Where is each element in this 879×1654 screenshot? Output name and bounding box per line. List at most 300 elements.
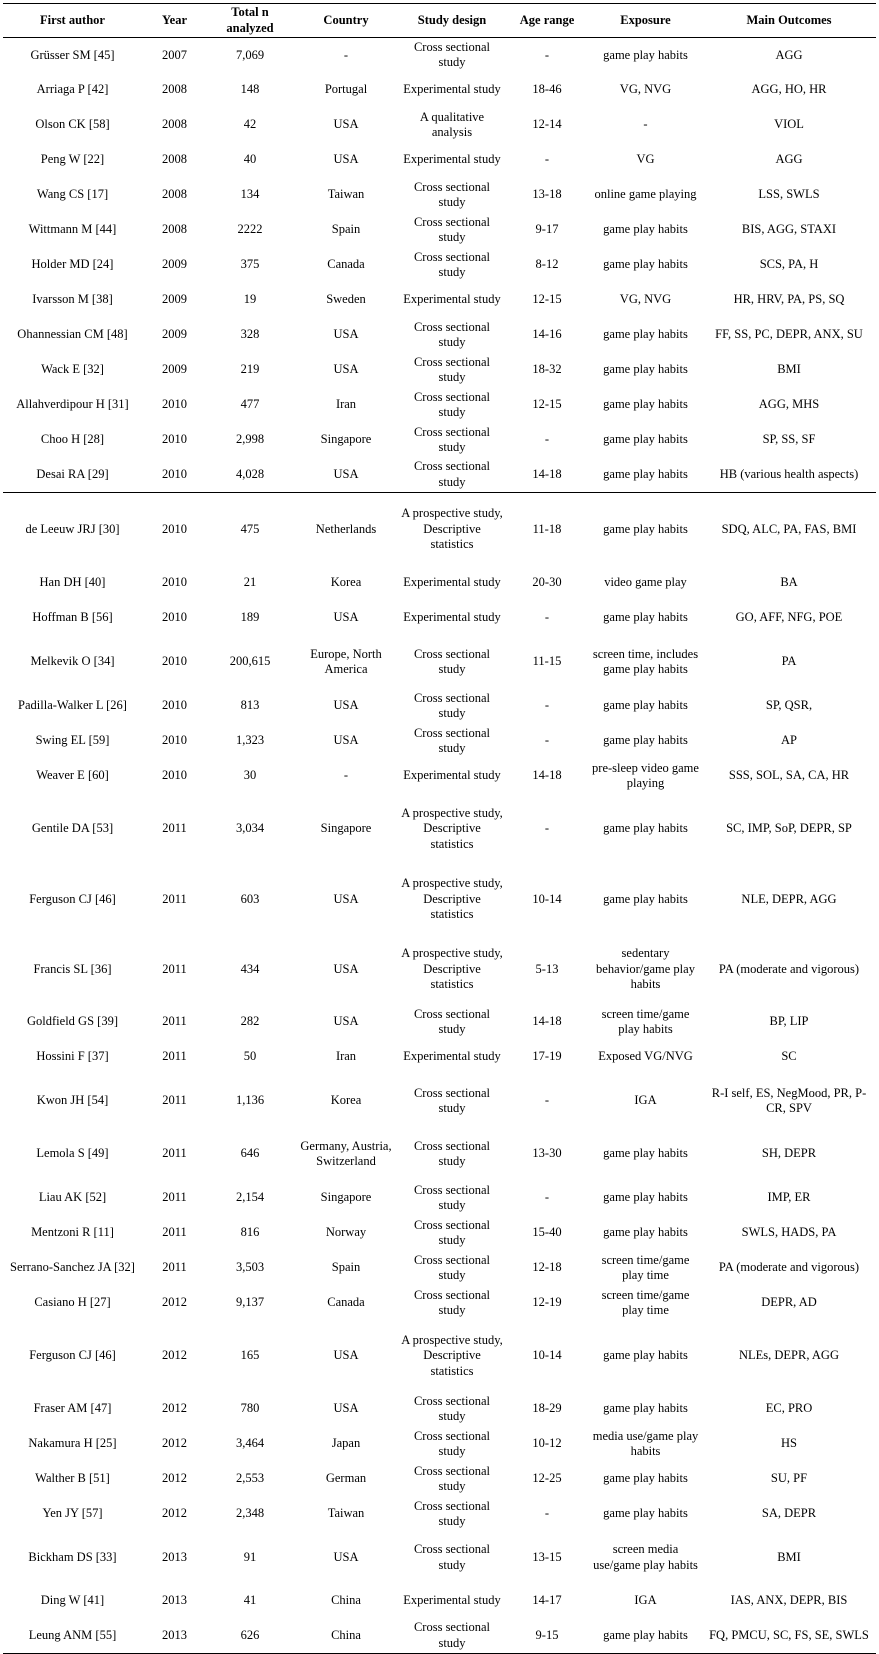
cell-first-author: Gentile DA [53] — [31, 821, 114, 836]
cell-country: USA — [333, 152, 359, 167]
table-row — [3, 1181, 876, 1216]
cell-exposure: VG — [636, 152, 655, 167]
cell-first-author: Allahverdipour H [31] — [16, 397, 129, 412]
cell-total-n: 375 — [240, 257, 260, 272]
cell-study-design: Cross sectional study — [413, 179, 491, 209]
cell-first-author: Kwon JH [54] — [36, 1093, 109, 1108]
cell-year: 2012 — [162, 1295, 187, 1310]
cell-exposure: sedentary behavior/game play habits — [596, 946, 695, 992]
cell-year: 2009 — [162, 292, 187, 307]
cell-country: Singapore — [320, 821, 372, 836]
cell-year: 2011 — [162, 1146, 187, 1161]
cell-study-design: Cross sectional study — [413, 214, 491, 244]
cell-total-n: 2222 — [237, 222, 263, 237]
cell-main-outcomes: PA (moderate and vigorous) — [718, 961, 860, 976]
cell-country: Taiwan — [327, 1506, 365, 1521]
cell-exposure: game play habits — [589, 493, 702, 566]
cell-study-design: Experimental study — [403, 1593, 501, 1608]
cell-total-n: 148 — [240, 82, 260, 97]
cell-exposure: game play habits — [603, 397, 688, 412]
cell-age-range: 14-17 — [532, 1593, 562, 1608]
cell-age-range: 13-30 — [532, 1146, 562, 1161]
table-row — [3, 1005, 876, 1040]
cell-study-design: Cross sectional study — [413, 725, 491, 755]
cell-study-design: Experimental study — [403, 610, 501, 625]
cell-country: USA — [333, 1549, 359, 1564]
cell-age-range: 11-15 — [532, 654, 562, 669]
cell-first-author: Francis SL [36] — [33, 961, 112, 976]
table-row — [3, 213, 876, 248]
cell-year: 2013 — [142, 1619, 207, 1654]
cell-country: Spain — [331, 222, 361, 237]
cell-first-author: Ivarsson M [38] — [32, 292, 113, 307]
cell-age-range: - — [544, 610, 550, 625]
cell-age-range: 12-19 — [532, 1295, 562, 1310]
cell-study-design: A prospective study, Descriptive statistics — [399, 493, 505, 566]
cell-exposure: screen time/game play time — [601, 1287, 690, 1317]
cell-age-range: 8-12 — [535, 257, 559, 272]
cell-total-n: 282 — [240, 1014, 260, 1029]
cell-age-range: - — [544, 432, 550, 447]
cell-exposure: game play habits — [603, 821, 688, 836]
cell-year: 2010 — [162, 575, 187, 590]
table-row — [3, 388, 876, 423]
cell-exposure: screen time/game play time — [601, 1252, 690, 1282]
cell-year: 2009 — [162, 362, 187, 377]
cell-country: China — [331, 1593, 361, 1608]
cell-country: Taiwan — [327, 187, 365, 202]
cell-first-author: Grüsser SM [45] — [30, 47, 115, 62]
cell-exposure: media use/game play habits — [592, 1428, 699, 1458]
cell-study-design: Cross sectional study — [413, 354, 491, 384]
cell-first-author: Leung ANM [55] — [3, 1619, 142, 1654]
cell-year: 2007 — [162, 47, 187, 62]
cell-exposure: - — [643, 117, 648, 132]
header-total-n: Total n analyzed — [207, 4, 293, 38]
cell-year: 2008 — [162, 187, 187, 202]
table-row — [3, 73, 876, 108]
cell-age-range: 18-29 — [532, 1401, 562, 1416]
cell-first-author: Peng W [22] — [40, 152, 105, 167]
table-row — [3, 108, 876, 143]
cell-study-design: Cross sectional study — [413, 319, 491, 349]
cell-main-outcomes: AGG — [775, 152, 803, 167]
table-row — [3, 1040, 876, 1075]
cell-exposure: game play habits — [603, 257, 688, 272]
cell-main-outcomes: SA, DEPR — [761, 1506, 817, 1521]
cell-year: 2010 — [162, 610, 187, 625]
cell-exposure: game play habits — [603, 362, 688, 377]
cell-main-outcomes: BP, LIP — [769, 1014, 809, 1029]
cell-year: 2011 — [162, 1260, 187, 1275]
cell-country: German — [325, 1471, 367, 1486]
table-row — [3, 689, 876, 724]
cell-study-design: Cross sectional study — [413, 424, 491, 454]
cell-exposure: game play habits — [603, 1506, 688, 1521]
table-row — [3, 1251, 876, 1286]
cell-country: USA — [333, 961, 359, 976]
cell-exposure: game play habits — [603, 1401, 688, 1416]
cell-main-outcomes: NLE, DEPR, AGG — [741, 891, 837, 906]
cell-total-n: 477 — [240, 397, 260, 412]
cell-age-range: - — [544, 152, 550, 167]
cell-year: 2011 — [162, 1225, 187, 1240]
cell-exposure: game play habits — [603, 1190, 688, 1205]
cell-study-design: Experimental study — [403, 1049, 501, 1064]
cell-main-outcomes: BIS, AGG, STAXI — [741, 222, 837, 237]
header-main-outcomes: Main Outcomes — [702, 4, 876, 38]
cell-year: 2013 — [162, 1549, 187, 1564]
cell-year: 2013 — [162, 1593, 187, 1608]
cell-first-author: Bickham DS [33] — [28, 1549, 117, 1564]
cell-total-n: 41 — [243, 1593, 257, 1608]
cell-study-design: A prospective study, Descriptive statistics — [401, 805, 503, 851]
cell-first-author: Choo H [28] — [40, 432, 105, 447]
studies-table — [3, 3, 876, 1654]
cell-first-author: Padilla-Walker L [26] — [18, 698, 127, 713]
table-row — [3, 1497, 876, 1532]
cell-study-design: Cross sectional study — [413, 1393, 491, 1423]
cell-study-design: Experimental study — [403, 82, 501, 97]
cell-age-range: 15-40 — [532, 1225, 562, 1240]
cell-country: Germany, Austria, Switzerland — [300, 1138, 392, 1168]
cell-age-range: 18-46 — [532, 82, 562, 97]
cell-first-author: Holder MD [24] — [31, 257, 114, 272]
cell-year: 2011 — [162, 1014, 187, 1029]
cell-country: Singapore — [320, 432, 372, 447]
cell-year: 2010 — [162, 467, 187, 481]
cell-study-design: Cross sectional study — [413, 1085, 491, 1115]
cell-total-n: 2,154 — [235, 1190, 265, 1205]
cell-total-n: 134 — [240, 187, 260, 202]
cell-total-n: 7,069 — [235, 47, 265, 62]
cell-main-outcomes: SU, PF — [770, 1471, 808, 1486]
cell-year: 2012 — [162, 1401, 187, 1416]
cell-main-outcomes: FQ, PMCU, SC, FS, SE, SWLS — [702, 1619, 876, 1654]
cell-first-author: Fraser AM [47] — [33, 1401, 112, 1416]
cell-first-author: Ding W [41] — [40, 1593, 105, 1608]
cell-age-range: 12-14 — [532, 117, 562, 132]
cell-age-range: 13-18 — [532, 187, 562, 202]
cell-exposure: VG, NVG — [619, 82, 672, 97]
cell-country: Portugal — [324, 82, 368, 97]
cell-first-author: Ohannessian CM [48] — [17, 327, 128, 342]
cell-country: - — [343, 47, 349, 62]
cell-first-author: Lemola S [49] — [36, 1146, 109, 1161]
cell-country: Sweden — [326, 292, 366, 307]
cell-country: Spain — [331, 1260, 361, 1275]
header-study-design: Study design — [399, 4, 505, 38]
cell-total-n: 2,348 — [235, 1506, 265, 1521]
cell-age-range: 12-15 — [532, 397, 562, 412]
cell-exposure: game play habits — [603, 467, 688, 481]
cell-exposure: game play habits — [603, 222, 688, 237]
cell-first-author: Wittmann M [44] — [28, 222, 117, 237]
cell-age-range: 13-15 — [532, 1549, 562, 1564]
cell-total-n: 780 — [240, 1401, 260, 1416]
cell-total-n: 21 — [243, 575, 257, 590]
cell-age-range: 5-13 — [535, 961, 559, 976]
cell-main-outcomes: R-I self, ES, NegMood, PR, P-CR, SPV — [711, 1085, 867, 1115]
cell-study-design: Cross sectional study — [413, 1463, 491, 1493]
cell-first-author: Wack E [32] — [41, 362, 104, 377]
table-row — [3, 935, 876, 1005]
cell-year: 2012 — [162, 1436, 187, 1451]
cell-main-outcomes: GO, AFF, NFG, POE — [735, 610, 843, 625]
cell-country: Iran — [335, 1049, 357, 1064]
cell-year: 2012 — [162, 1348, 187, 1363]
cell-age-range: 17-19 — [532, 1049, 562, 1064]
cell-study-design: Cross sectional study — [413, 39, 491, 70]
cell-country: Norway — [325, 1225, 367, 1240]
cell-year: 2008 — [162, 117, 187, 132]
cell-total-n: 626 — [207, 1619, 293, 1654]
cell-age-range: 14-16 — [532, 327, 562, 342]
table-row — [3, 794, 876, 865]
cell-main-outcomes: SP, QSR, — [765, 698, 813, 713]
cell-country: USA — [333, 610, 359, 625]
cell-study-design: Cross sectional study — [413, 1498, 491, 1528]
cell-first-author: Swing EL [59] — [35, 733, 110, 748]
table-row — [3, 1286, 876, 1321]
cell-main-outcomes: BA — [780, 575, 798, 590]
cell-country: China — [293, 1619, 399, 1654]
cell-main-outcomes: SC, IMP, SoP, DEPR, SP — [726, 821, 852, 836]
cell-main-outcomes: DEPR, AD — [761, 1295, 817, 1310]
cell-first-author: Melkevik O [34] — [30, 654, 115, 669]
cell-main-outcomes: SC — [781, 1049, 797, 1064]
cell-age-range: - — [544, 698, 550, 713]
cell-first-author: Liau AK [52] — [38, 1190, 107, 1205]
cell-country: Netherlands — [293, 493, 399, 566]
table-row — [3, 1427, 876, 1462]
cell-total-n: 646 — [240, 1146, 260, 1161]
table-row — [3, 1216, 876, 1251]
cell-age-range: - — [544, 821, 550, 836]
cell-first-author: Arriaga P [42] — [36, 82, 109, 97]
cell-main-outcomes: BMI — [777, 1549, 801, 1564]
cell-age-range: - — [544, 1093, 550, 1108]
cell-country: - — [343, 768, 349, 783]
cell-main-outcomes: FF, SS, PC, DEPR, ANX, SU — [715, 327, 863, 342]
cell-first-author: Nakamura H [25] — [28, 1436, 117, 1451]
cell-total-n: 816 — [240, 1225, 260, 1240]
cell-study-design: Cross sectional study — [413, 646, 491, 676]
table-row — [3, 1321, 876, 1392]
cell-age-range: 12-15 — [532, 292, 562, 307]
cell-age-range: 12-18 — [532, 1260, 562, 1275]
cell-country: Korea — [330, 575, 362, 590]
cell-country: USA — [333, 117, 359, 132]
table-row — [3, 423, 876, 458]
cell-study-design: Cross sectional study — [413, 1428, 491, 1458]
table-row — [3, 283, 876, 318]
cell-total-n: 813 — [240, 698, 260, 713]
cell-country: USA — [333, 698, 359, 713]
cell-year: 2010 — [162, 733, 187, 748]
table-row — [3, 248, 876, 283]
cell-year: 2008 — [162, 152, 187, 167]
cell-first-author: Walther B [51] — [35, 1471, 110, 1486]
cell-year: 2012 — [162, 1506, 187, 1521]
cell-exposure: screen media use/game play habits — [593, 1542, 698, 1572]
cell-total-n: 2,998 — [235, 432, 265, 447]
cell-total-n: 3,464 — [235, 1436, 265, 1451]
cell-year: 2011 — [162, 1190, 187, 1205]
cell-main-outcomes: PA — [781, 654, 797, 669]
cell-main-outcomes: BMI — [777, 362, 801, 377]
cell-first-author: Desai RA [29] — [36, 467, 109, 481]
cell-exposure: game play habits — [603, 432, 688, 447]
cell-year: 2011 — [162, 821, 187, 836]
cell-study-design: Experimental study — [403, 152, 501, 167]
cell-total-n: 9,137 — [235, 1295, 265, 1310]
cell-total-n: 328 — [240, 327, 260, 342]
cell-total-n: 3,503 — [235, 1260, 265, 1275]
table-row — [3, 636, 876, 689]
cell-study-design: A prospective study, Descriptive statistics — [401, 946, 503, 992]
cell-total-n: 603 — [240, 891, 260, 906]
cell-age-range: 10-14 — [532, 1348, 562, 1363]
cell-age-range: 14-18 — [532, 768, 562, 783]
cell-total-n: 50 — [243, 1049, 257, 1064]
table-row — [3, 1462, 876, 1497]
cell-total-n: 189 — [240, 610, 260, 625]
cell-total-n: 2,553 — [235, 1471, 265, 1486]
cell-total-n: 3,034 — [235, 821, 265, 836]
cell-year: 2010 — [162, 768, 187, 783]
header-first-author: First author — [3, 4, 142, 38]
cell-age-range: - — [544, 1506, 550, 1521]
cell-study-design: Cross sectional study — [413, 690, 491, 720]
table-header — [3, 4, 876, 38]
cell-main-outcomes: SDQ, ALC, PA, FAS, BMI — [702, 493, 876, 566]
cell-main-outcomes: IMP, ER — [767, 1190, 811, 1205]
cell-study-design: Cross sectional study — [413, 1006, 491, 1036]
cell-country: USA — [333, 733, 359, 748]
cell-total-n: 475 — [207, 493, 293, 566]
cell-total-n: 19 — [243, 292, 257, 307]
table-row — [3, 1392, 876, 1427]
cell-age-range: 10-12 — [532, 1436, 562, 1451]
cell-age-range: - — [544, 733, 550, 748]
cell-country: Singapore — [320, 1190, 372, 1205]
cell-first-author: Serrano-Sanchez JA [32] — [10, 1260, 135, 1275]
cell-year: 2010 — [142, 493, 207, 566]
cell-first-author: Mentzoni R [11] — [31, 1225, 114, 1240]
cell-year: 2008 — [162, 222, 187, 237]
cell-country: USA — [333, 467, 359, 481]
cell-study-design: Cross sectional study — [413, 1287, 491, 1317]
cell-age-range: 10-14 — [532, 891, 562, 906]
cell-first-author: Ferguson CJ [46] — [29, 1348, 116, 1363]
cell-exposure: game play habits — [589, 1619, 702, 1654]
cell-main-outcomes: HR, HRV, PA, PS, SQ — [733, 292, 845, 307]
cell-main-outcomes: SH, DEPR — [761, 1146, 817, 1161]
cell-total-n: 4,028 — [235, 467, 265, 481]
cell-age-range: 9-17 — [535, 222, 559, 237]
cell-study-design: Cross sectional study — [413, 459, 491, 489]
cell-country: Iran — [335, 397, 357, 412]
cell-study-design: Cross sectional study — [399, 1619, 505, 1654]
cell-total-n: 42 — [243, 117, 257, 132]
table-row — [3, 1075, 876, 1128]
cell-country: USA — [333, 891, 359, 906]
cell-exposure: game play habits — [603, 1471, 688, 1486]
cell-country: Canada — [327, 257, 365, 272]
cell-year: 2010 — [162, 432, 187, 447]
table-body — [3, 38, 876, 1654]
cell-exposure: VG, NVG — [619, 292, 672, 307]
cell-exposure: video game play — [604, 575, 687, 590]
cell-exposure: game play habits — [603, 1146, 688, 1161]
header-age-range: Age range — [505, 4, 589, 38]
cell-exposure: pre-sleep video game playing — [592, 760, 699, 790]
table-row — [3, 493, 876, 566]
cell-exposure: screen time, includes game play habits — [592, 646, 699, 676]
cell-main-outcomes: LSS, SWLS — [758, 187, 820, 202]
table-row — [3, 601, 876, 636]
cell-first-author: Han DH [40] — [39, 575, 106, 590]
table-row — [3, 724, 876, 759]
cell-exposure: IGA — [634, 1093, 657, 1108]
cell-main-outcomes: HB (various health aspects) — [719, 467, 859, 481]
cell-main-outcomes: EC, PRO — [765, 1401, 813, 1416]
cell-first-author: Goldfield GS [39] — [27, 1014, 118, 1029]
cell-exposure: game play habits — [603, 733, 688, 748]
cell-year: 2009 — [162, 257, 187, 272]
cell-main-outcomes: SP, SS, SF — [762, 432, 816, 447]
cell-study-design: Cross sectional study — [413, 1217, 491, 1247]
cell-total-n: 1,323 — [235, 733, 265, 748]
cell-age-range: - — [544, 47, 550, 62]
header-year: Year — [142, 4, 207, 38]
header-country: Country — [293, 4, 399, 38]
cell-main-outcomes: VIOL — [774, 117, 804, 132]
cell-main-outcomes: SCS, PA, H — [759, 257, 819, 272]
cell-year: 2009 — [162, 327, 187, 342]
cell-total-n: 30 — [243, 768, 257, 783]
cell-study-design: A qualitative analysis — [419, 109, 485, 139]
cell-study-design: Cross sectional study — [413, 249, 491, 279]
cell-year: 2008 — [162, 82, 187, 97]
table-row — [3, 458, 876, 493]
cell-main-outcomes: AP — [781, 733, 797, 748]
cell-exposure: game play habits — [603, 327, 688, 342]
table-row — [3, 1532, 876, 1584]
cell-first-author: Olson CK [58] — [35, 117, 110, 132]
cell-country: USA — [333, 327, 359, 342]
cell-exposure: game play habits — [603, 698, 688, 713]
cell-country: Japan — [331, 1436, 361, 1451]
table-row — [3, 759, 876, 794]
cell-study-design: Cross sectional study — [413, 1542, 491, 1572]
cell-country: USA — [333, 1401, 359, 1416]
cell-country: Canada — [327, 1295, 365, 1310]
cell-exposure: game play habits — [603, 891, 688, 906]
cell-total-n: 165 — [240, 1348, 260, 1363]
cell-year: 2010 — [162, 698, 187, 713]
cell-country: USA — [333, 1014, 359, 1029]
cell-exposure: game play habits — [603, 1225, 688, 1240]
cell-age-range: 14-18 — [532, 1014, 562, 1029]
table-row — [3, 318, 876, 353]
cell-study-design: Cross sectional study — [413, 1138, 491, 1168]
cell-first-author: Hoffman B [56] — [32, 610, 113, 625]
table-row — [3, 1584, 876, 1619]
cell-exposure: game play habits — [603, 610, 688, 625]
cell-main-outcomes: AGG, MHS — [758, 397, 820, 412]
